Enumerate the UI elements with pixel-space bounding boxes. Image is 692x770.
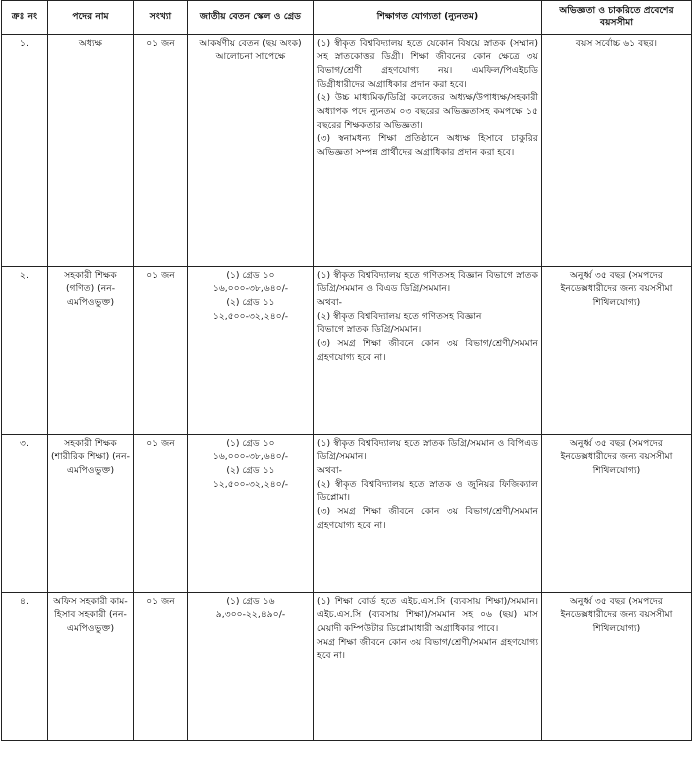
pay-cell [188,266,314,434]
pay-line: (১) গ্রেড ১০ [226,437,275,449]
pay-line: (২) গ্রেড ১১ [226,297,275,309]
qualification-line: (২) স্বীকৃত বিশ্ববিদ্যালয় হতে স্নাতক ও জুনিয়র ফিজিক্যাল ডিপ্লোমা। [317,478,538,504]
serial-cell: ২. [2,266,48,434]
qualification-line: (১) স্বীকৃত বিশ্ববিদ্যালয় হতে স্নাতক ডিগ্রি/সমমান ও বিপিএড ডিগ্রি/সমমান। [317,437,538,463]
qualification-line: সমগ্র শিক্ষা জীবনে কোন ৩য় বিভাগ/শ্রেণী/সমমান গ্রহণযোগ্য হবে না। [317,636,538,662]
qualification-line: (১) স্বীকৃত বিশ্ববিদ্যালয় হতে যেকোন বিষয়ে স্নাতক (সম্মান) সহ স্নাতকোত্তর ডিগ্রী। শিক্ষা জীবনের কোন ক্ষেত্রে ৩য় বিভাগ/শ্রেণী গ্রহণযোগ্য নয়। এমফিল/পিএইচডি ডিগ্রীধারীদের অগ্রাধিকার প্রদান করা হবে। [317,37,538,90]
qualification-line: বিভাগে স্নাতক ডিগ্রি/সমমান। [317,324,422,336]
qualification-line: (২) উচ্চ মাধ্যমিক/ডিগ্রি কলেজের অধ্যক্ষ/উপাধ্যক্ষ/সহকারী অধ্যাপক পদে ন্যুনতম ০৩ বছরের অভিজ্ঞতাসহ কমপক্ষে ১৫ বছরের শিক্ষকতার অভিজ্ঞতা। [317,92,538,131]
pay-line: ১২,৫০০-৩২,২৪০/- [212,310,289,322]
pay-line: আলোচনা সাপেক্ষে [215,51,286,63]
count-cell: ০১ জন [134,266,188,434]
pay-line: ১২,৫০০-৩২,২৪০/- [212,478,289,490]
qualification-cell [314,34,542,266]
qualification-cell [314,434,542,592]
pay-line: (১) গ্রেড ১৬ [226,595,275,607]
header-post: পদের নাম [48,1,134,35]
pay-line: ৯,৩০০-২২,৪৯০/- [215,609,286,621]
serial-cell: ৪. [2,592,48,740]
pay-line: (১) গ্রেড ১০ [226,269,275,281]
pay-line: ১৬,০০০-৩৮,৬৪০/- [212,451,289,463]
pay-cell [188,34,314,266]
header-pay: জাতীয় বেতন স্কেল ও গ্রেড [188,1,314,35]
pay-line: (২) গ্রেড ১১ [226,465,275,477]
experience-cell: অনুর্ধ্ব ৩৫ বছর (সমপদের ইনডেক্সধারীদের জন্য বয়সসীমা শিথিলযোগ্য) [542,266,692,434]
table-row [2,592,692,740]
qualification-line: (১) শিক্ষা বোর্ড হতে এইচ.এস.সি (ব্যবসায় শিক্ষা)/সমমান। এইচ.এস.সি (ব্যবসায় শিক্ষা)/সমমান সহ ০৬ (ছয়) মাস মেয়াদী কম্পিউটার ডিপ্লোমাধারী অগ্রাধিকার পাবে। [317,595,538,635]
experience-cell: বয়স সর্বোচ্চ ৬১ বছর। [542,34,692,266]
header-row [2,1,692,35]
header-serial: ক্রঃ নং [2,1,48,35]
pay-cell [188,592,314,740]
header-qualification: শিক্ষাগত যোগ্যতা (ন্যুনতম) [314,1,542,35]
table-row [2,34,692,266]
qualification-cell [314,266,542,434]
header-count: সংখ্যা [134,1,188,35]
experience-cell: অনুর্ধ্ব ৩৫ বছর (সমপদের ইনডেক্সধারীদের জন্য বয়সসীমা শিথিলযোগ্য) [542,592,692,740]
post-cell: অধ্যক্ষ [48,34,134,266]
pay-line: ১৬,০০০-৩৮,৬৪০/- [212,283,289,295]
qualification-line: (২) স্বীকৃত বিশ্ববিদ্যালয় হতে গণিতসহ বিজ্ঞান [317,310,482,322]
post-cell: অফিস সহকারী কাম-হিসাব সহকারী (নন-এমপিওভুক্ত) [48,592,134,740]
qualification-line: অথবা- [317,297,342,309]
table-row [2,266,692,434]
qualification-line: (৩) সমগ্র শিক্ষা জীবনে কোন ৩য় বিভাগ/শ্রেণী/সমমান গ্রহণযোগ্য হবে না। [317,505,538,531]
experience-cell: অনুর্ধ্ব ৩৫ বছর (সমপদের ইনডেক্সধারীদের জন্য বয়সসীমা শিথিলযোগ্য) [542,434,692,592]
count-cell: ০১ জন [134,34,188,266]
pay-cell [188,434,314,592]
qualification-line: (১) স্বীকৃত বিশ্ববিদ্যালয় হতে গণিতসহ বিজ্ঞান বিভাগে স্নাতক ডিগ্রি/সমমান ও বিএড ডিগ্রি/সমমান। [317,269,538,295]
qualification-line: (৩) সমগ্র শিক্ষা জীবনে কোন ৩য় বিভাগ/শ্রেণী/সমমান গ্রহণযোগ্য হবে না। [317,337,538,363]
qualification-cell [314,592,542,740]
header-experience: অভিজ্ঞতা ও চাকরিতে প্রবেশের বয়সসীমা [542,1,692,35]
post-cell: সহকারী শিক্ষক (শারীরিক শিক্ষা) (নন-এমপিওভুক্ত) [48,434,134,592]
post-cell: সহকারী শিক্ষক (গণিত) (নন-এমপিওভুক্ত) [48,266,134,434]
count-cell: ০১ জন [134,592,188,740]
recruitment-table [1,0,692,741]
serial-cell: ৩. [2,434,48,592]
table-row [2,434,692,592]
count-cell: ০১ জন [134,434,188,592]
qualification-line: (৩) স্বনামধন্য শিক্ষা প্রতিষ্ঠানে অধ্যক্ষ হিসাবে চাকুরির অভিজ্ঞতা সম্পন্ন প্রার্থীদের অগ্রাধিকার প্রদান করা হবে। [317,133,538,158]
pay-line: আকর্ষণীয় বেতন (ছয় অংক) [199,37,302,49]
serial-cell: ১. [2,34,48,266]
qualification-line: অথবা- [317,465,342,477]
